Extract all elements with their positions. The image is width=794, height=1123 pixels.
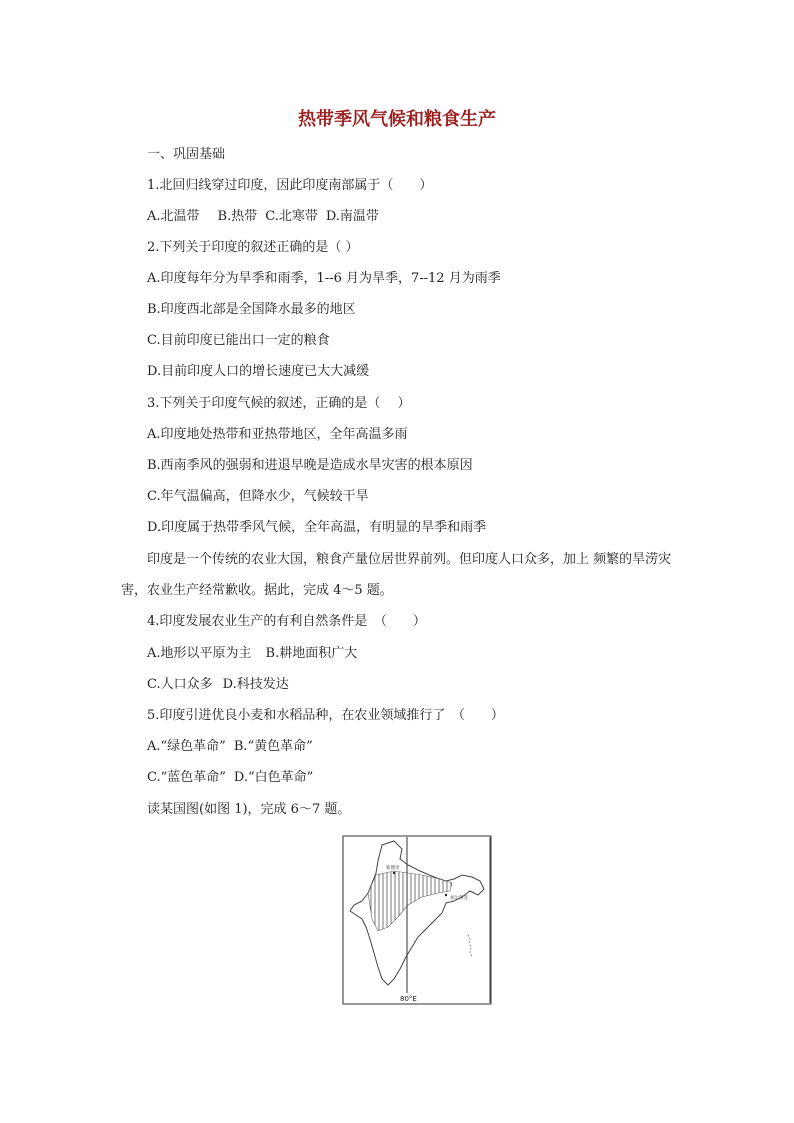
q5-options-ab	[147, 738, 313, 756]
q3-stem: 3.下列关于印度气候的叙述，正确的是（ ）	[147, 396, 411, 411]
q4-options-cd	[147, 676, 289, 694]
q1-option-a: A.北温带	[147, 209, 200, 224]
q4-options-ab	[147, 645, 357, 663]
q4-option-a: A.地形以平原为主	[147, 646, 252, 661]
q5-options-cd	[147, 769, 313, 787]
q4-option-c: C.人口众多	[147, 677, 213, 692]
q4-option-d: D.科技发达	[222, 677, 289, 692]
q3-option-b: B.西南季风的强弱和进退早晚是造成水旱灾害的根本原因	[147, 458, 473, 473]
q1-option-c: C.北寒带	[265, 209, 318, 224]
q1-stem: 1.北回归线穿过印度，因此印度南部属于（ ）	[147, 178, 433, 193]
q2-stem: 2.下列关于印度的叙述正确的是（ ）	[147, 240, 359, 255]
q2-option-c: C.目前印度已能出口一定的粮食	[147, 333, 330, 348]
q1-option-b: B.热带	[217, 209, 258, 224]
q5-stem: 5.印度引进优良小麦和水稻品种，在农业领域推行了 （ ）	[147, 708, 504, 723]
q2-option-a: A.印度每年分为旱季和雨季，1--6 月为旱季，7--12 月为雨季	[147, 271, 501, 286]
q3-option-d: D.印度属于热带季风气候，全年高温，有明显的旱季和雨季	[147, 520, 487, 535]
india-map-figure	[342, 835, 492, 1005]
reading-passage: 印度是一个传统的农业大国，粮食产量位居世界前列。但印度人口众多，加上 频繁的旱涝灾害，农业生产经常歉收。据此，完成 4～5 题。	[121, 552, 672, 598]
meridian-label: 80°E	[400, 995, 417, 1003]
map-label-1: 新德里	[386, 866, 400, 871]
q2-option-b: B.印度西北部是全国降水最多的地区	[147, 302, 356, 317]
map-label-2: 加尔各答	[450, 896, 468, 901]
page-title: 热带季风气候和粮食生产	[298, 109, 496, 130]
section-heading: 一、巩固基础	[147, 147, 226, 162]
q3-option-a: A.印度地处热带和亚热带地区，全年高温多雨	[147, 427, 408, 442]
q2-option-d: D.目前印度人口的增长速度已大大减缓	[147, 364, 370, 379]
q5-option-b: B.“黄色革命”	[233, 739, 313, 754]
map-intro: 读某国图(如图 1)，完成 6～7 题。	[147, 802, 351, 817]
q1-options	[147, 208, 379, 226]
city-dot-2	[445, 894, 447, 896]
q5-option-c: C.“蓝色革命”	[147, 770, 226, 785]
q3-option-c: C.年气温偏高，但降水少，气候较干旱	[147, 489, 369, 504]
q4-option-b: B.耕地面积广大	[265, 646, 358, 661]
q5-option-d: D.“白色革命”	[233, 770, 314, 785]
q1-option-d: D.南温带	[325, 209, 379, 224]
q5-option-a: A.“绿色革命”	[147, 739, 226, 754]
city-dot-1	[393, 872, 395, 874]
q4-stem: 4.印度发展农业生产的有利自然条件是 （ ）	[147, 614, 426, 629]
